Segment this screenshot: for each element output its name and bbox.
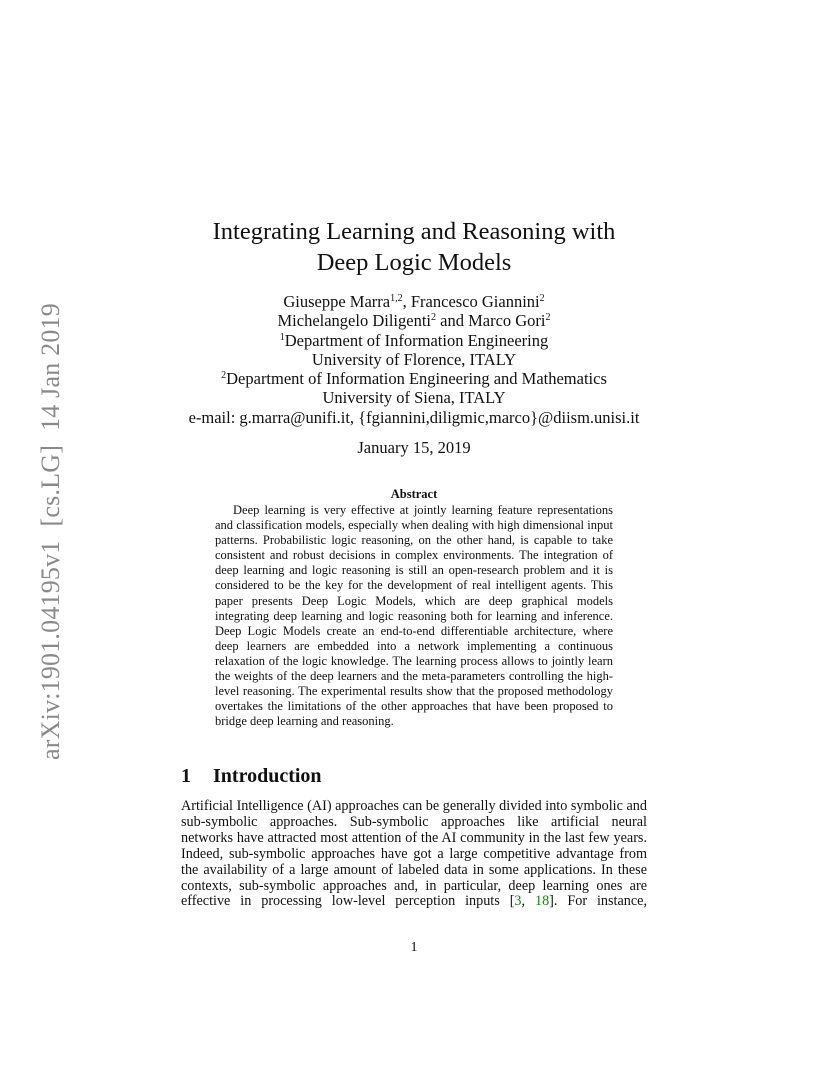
author-name: Giuseppe Marra <box>283 292 391 311</box>
title-line-1: Integrating Learning and Reasoning with <box>212 218 616 245</box>
affiliation-1-university: University of Florence, ITALY <box>311 349 517 369</box>
author-name: Francesco Giannini <box>410 292 540 311</box>
page-number: 1 <box>410 940 418 955</box>
affiliation-1-department <box>0 331 828 350</box>
affiliation-text: Department of Information Engineering <box>284 330 549 350</box>
author-line-2 <box>0 311 828 330</box>
author-affiliation-mark: 2 <box>545 312 551 324</box>
affiliation-text: Department of Information Engineering and Mathematics <box>226 369 607 389</box>
author-name: Marco Gori <box>468 311 546 331</box>
author-conjunction: and <box>436 311 469 331</box>
arxiv-category: [cs.LG] <box>36 444 65 527</box>
paragraph-text: Artificial Intelligence (AI) approaches can be generally divided into symbolic and sub-symbolic approaches. Sub-symbolic approaches like artificial neural networks have attracted most attention of the AI community in the last few years. Indeed, sub-symbolic approaches have got a large competitive advantage from the availability of a large amount of labeled data in some applications. In these contexts, sub-symbolic approaches and, in particular, deep learning ones are effective in processing low-level perception inputs [ <box>181 798 647 910</box>
section-number: 1 <box>181 765 191 787</box>
affiliation-mark: 1 <box>279 331 285 343</box>
section-heading-introduction <box>181 765 322 788</box>
introduction-paragraph <box>181 799 647 910</box>
paper-title <box>0 216 828 278</box>
abstract-heading: Abstract <box>390 487 438 501</box>
title-line-2: Deep Logic Models <box>316 249 512 276</box>
paragraph-text: ]. For instance, <box>549 893 648 910</box>
author-block <box>0 292 828 427</box>
section-title: Introduction <box>213 765 322 787</box>
citation-link[interactable]: 3 <box>514 893 522 910</box>
citation-link[interactable]: 18 <box>534 893 550 910</box>
affiliation-2-department <box>0 369 828 388</box>
affiliation-2-university: University of Siena, ITALY <box>322 388 506 408</box>
paper-date: January 15, 2019 <box>357 438 471 457</box>
citation-separator: , <box>521 893 535 910</box>
author-affiliation-mark: 2 <box>539 293 545 304</box>
affiliation-mark: 2 <box>221 370 227 382</box>
contact-email: e-mail: g.marra@unifi.it, {fgiannini,diligmic,marco}@diism.unisi.it <box>188 407 640 427</box>
author-line-1 <box>0 292 828 311</box>
arxiv-date: 14 Jan 2019 <box>36 303 65 431</box>
author-separator: , <box>402 292 411 311</box>
author-affiliation-mark: 2 <box>431 312 436 324</box>
author-name: Michelangelo Diligenti <box>277 311 431 331</box>
author-affiliation-mark: 1,2 <box>390 293 403 304</box>
abstract-body: Deep learning is very effective at jointly learning feature representations and classification models, especially when dealing with high dimensional input patterns. Probabilistic logic reasoning, on the other hand, is capable to take consistent and robust decisions in complex environments. The integration of deep learning and logic reasoning is still an open-research problem and it is considered to be the key for the development of real intelligent agents. This paper presents Deep Logic Models, which are deep graphical models integrating deep learning and logic reasoning both for learning and inference. Deep Logic Models create an end-to-end differentiable architecture, where deep learners are embedded into a network implementing a continuous relaxation of the logic knowledge. The learning process allows to jointly learn the weights of the deep learners and the meta-parameters controlling the high-level reasoning. The experimental results show that the proposed methodology overtakes the limitations of the other approaches that have been proposed to bridge deep learning and reasoning. <box>215 503 613 729</box>
arxiv-id: arXiv:1901.04195v1 <box>36 540 65 760</box>
